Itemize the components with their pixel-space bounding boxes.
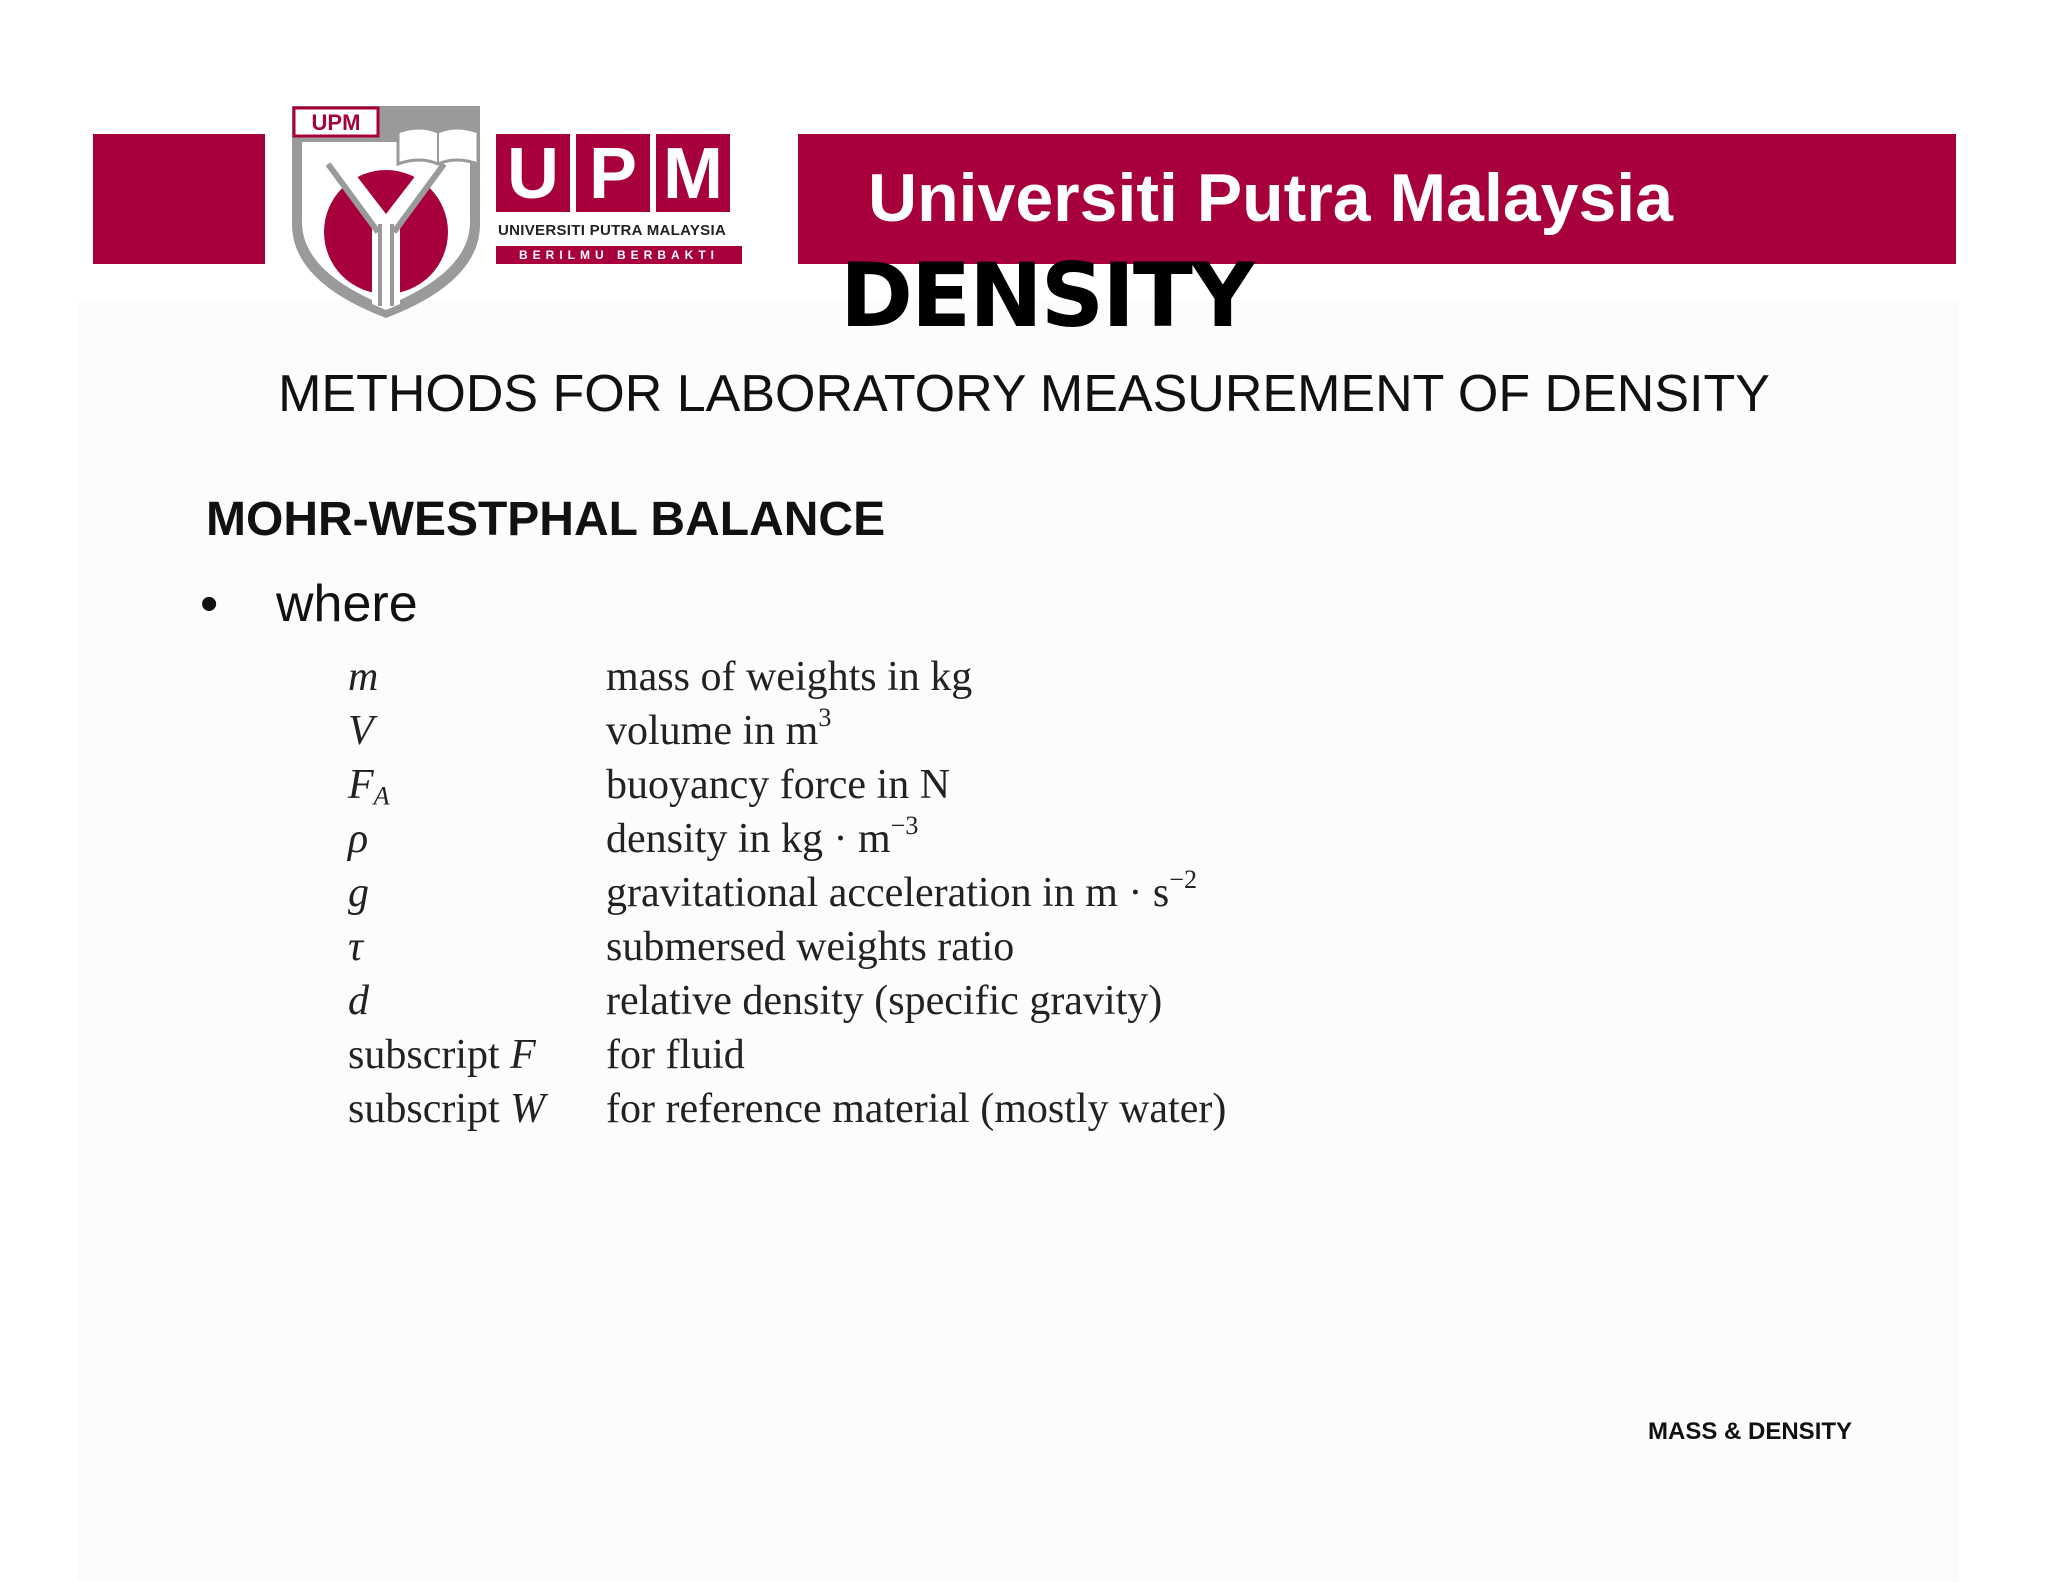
slide-title: DENSITY [840,244,1253,347]
wordmark-subtitle: UNIVERSITI PUTRA MALAYSIA [498,222,727,239]
wordmark-letter: P [576,134,650,212]
slide-subtitle: METHODS FOR LABORATORY MEASUREMENT OF DENSITY [278,365,1770,423]
footer-label: MASS & DENSITY [1648,1418,1853,1445]
section-heading: MOHR-WESTPHAL BALANCE [206,493,886,546]
definition-meaning: gravitational acceleration in $m \cdot s^{-2}$ [606,864,1197,916]
definition-row [348,920,1348,974]
definition-row [348,650,1348,704]
definition-meaning: submersed weights ratio [606,924,1015,970]
definition-row [348,812,1348,866]
upm-wordmark [496,134,746,266]
definition-row [348,1082,1348,1136]
university-banner-title: Universiti Putra Malaysia [868,160,1674,236]
definition-row [348,974,1348,1028]
bullet-text: where [276,575,418,633]
bullet-item [200,572,418,636]
definition-symbol: V [348,708,374,754]
header-band-left [93,134,265,264]
definition-symbol: $F_A$ [348,762,390,811]
definition-symbol: m [348,654,379,700]
wordmark-letter: M [656,134,730,212]
definition-symbol: τ [348,924,364,970]
definition-meaning: for reference material (mostly water) [606,1086,1227,1132]
bullet-dot: • [200,575,219,633]
definition-row [348,704,1348,758]
definition-meaning: density in kg · $m^{-3}$ [606,810,919,862]
definition-meaning: volume in $m^3$ [606,702,832,754]
definition-symbol: ρ [348,816,369,862]
wordmark-letter: U [496,134,570,212]
definition-meaning: relative density (specific gravity) [606,978,1163,1024]
definition-row [348,866,1348,920]
definition-symbol: g [348,870,369,916]
definition-symbol: subscript W [348,1086,546,1132]
definition-meaning: for fluid [606,1032,745,1078]
definition-meaning: mass of weights in kg [606,654,973,700]
definition-symbol: d [348,978,369,1024]
wordmark-motto: BERILMU BERBAKTI [496,246,742,264]
definition-row [348,1028,1348,1082]
definition-meaning: buoyancy force in N [606,762,951,808]
definition-symbol: subscript F [348,1032,536,1078]
shield-tag-text: UPM [311,110,361,135]
upm-shield-logo [288,104,484,320]
definition-row [348,758,1348,812]
definition-list [348,650,1348,1136]
